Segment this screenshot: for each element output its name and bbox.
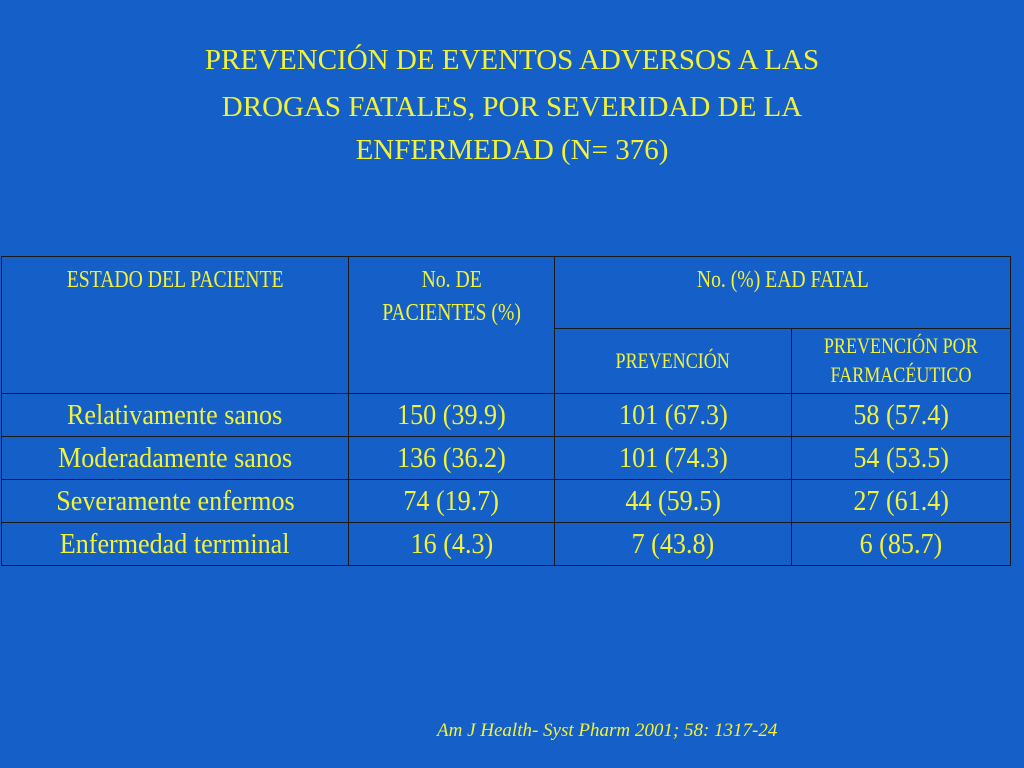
header-pacientes-line2: PACIENTES (%) <box>382 300 521 327</box>
citation: Am J Health- Syst Pharm 2001; 58: 1317-24 <box>437 720 778 741</box>
cell-estado <box>2 394 349 437</box>
cell-pacientes <box>349 480 555 523</box>
header-row <box>2 257 1011 329</box>
header-prevencion-label: PREVENCIÓN <box>615 347 731 373</box>
header-estado-label: ESTADO DEL PACIENTE <box>66 267 284 293</box>
cell-estado <box>2 437 349 480</box>
header-ead-fatal-label: No. (%) EAD FATAL <box>696 267 869 293</box>
header-prevencion-farmaceutico <box>792 329 1011 394</box>
table-row <box>2 480 1011 523</box>
prevencion-farm-text: 54 (53.5) <box>853 441 949 474</box>
cell-prevencion-farm <box>792 523 1011 566</box>
header-pacientes-line1: No. DE <box>421 267 482 293</box>
header-estado <box>2 257 349 394</box>
cell-prevencion <box>555 523 792 566</box>
results-table <box>1 256 1011 566</box>
pacientes-text: 136 (36.2) <box>397 441 506 474</box>
cell-pacientes <box>349 437 555 480</box>
cell-pacientes <box>349 523 555 566</box>
prevencion-text: 101 (74.3) <box>618 441 728 474</box>
estado-text: Enfermedad terrminal <box>60 527 290 560</box>
prevencion-farm-text: 27 (61.4) <box>853 484 949 517</box>
header-prevencion-farm-line2: FARMACÉUTICO <box>830 362 972 387</box>
pacientes-text: 16 (4.3) <box>410 527 493 560</box>
cell-prevencion-farm <box>792 480 1011 523</box>
header-prevencion-farm-line1: PREVENCIÓN POR <box>824 333 978 359</box>
cell-prevencion <box>555 480 792 523</box>
cell-estado <box>2 523 349 566</box>
prevencion-text: 101 (67.3) <box>618 398 728 431</box>
header-ead-fatal <box>555 257 1011 329</box>
estado-text: Severamente enfermos <box>55 484 295 517</box>
slide-title-line-3: ENFERMEDAD (N= 376) <box>355 134 669 166</box>
prevencion-text: 44 (59.5) <box>625 484 721 517</box>
cell-prevencion-farm <box>792 394 1011 437</box>
slide-title-line-1: PREVENCIÓN DE EVENTOS ADVERSOS A LAS <box>204 44 820 76</box>
prevencion-text: 7 (43.8) <box>631 527 715 560</box>
cell-pacientes <box>349 394 555 437</box>
table-row <box>2 394 1011 437</box>
pacientes-text: 150 (39.9) <box>397 398 506 431</box>
cell-prevencion <box>555 394 792 437</box>
pacientes-text: 74 (19.7) <box>403 484 500 517</box>
prevencion-farm-text: 6 (85.7) <box>859 527 943 560</box>
cell-prevencion-farm <box>792 437 1011 480</box>
header-prevencion <box>555 329 792 394</box>
table-row <box>2 437 1011 480</box>
header-pacientes <box>349 257 555 394</box>
table-row <box>2 523 1011 566</box>
prevencion-farm-text: 58 (57.4) <box>853 398 949 431</box>
estado-text: Moderadamente sanos <box>57 441 293 474</box>
estado-text: Relativamente sanos <box>67 398 283 431</box>
slide-title-line-2: DROGAS FATALES, POR SEVERIDAD DE LA <box>221 91 803 123</box>
cell-estado <box>2 480 349 523</box>
cell-prevencion <box>555 437 792 480</box>
